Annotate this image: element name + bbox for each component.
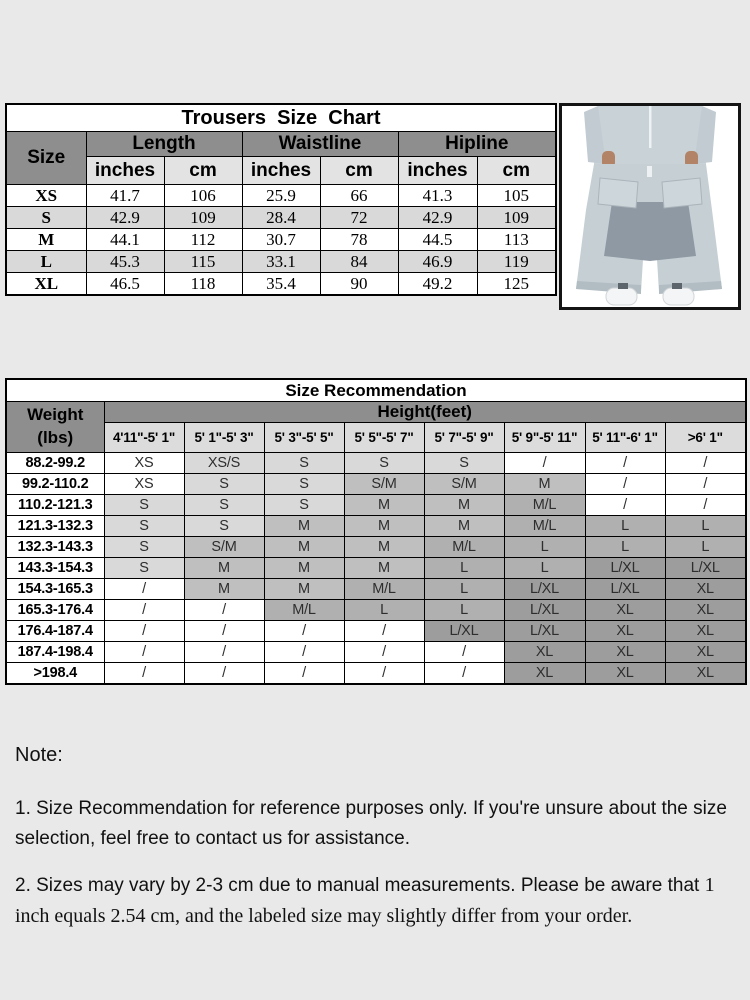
size-recommendation-cell: M/L (504, 516, 585, 537)
size-recommendation-cell: / (585, 495, 665, 516)
reco-row (6, 642, 746, 663)
height-range-header: 5' 5"-5' 7" (344, 423, 424, 453)
size-recommendation-cell: / (344, 621, 424, 642)
size-recommendation-cell: / (424, 663, 504, 685)
measurement-value: 84 (320, 251, 398, 273)
size-chart-group-header-row (6, 132, 556, 157)
size-recommendation-cell: / (585, 453, 665, 474)
measurement-value: 115 (164, 251, 242, 273)
reco-row (6, 579, 746, 600)
size-recommendation-cell: S (184, 474, 264, 495)
size-recommendation-cell: / (424, 642, 504, 663)
trousers-photo-illustration (562, 106, 738, 307)
size-recommendation-cell: L/XL (585, 558, 665, 579)
size-chart-title: Trousers Size Chart (6, 104, 556, 132)
measurement-value: 109 (164, 207, 242, 229)
height-range-header: >6' 1" (665, 423, 746, 453)
size-recommendation-cell: S (104, 516, 184, 537)
unit-header: cm (164, 157, 242, 185)
length-column-header: Length (86, 132, 242, 157)
size-recommendation-cell: S (424, 453, 504, 474)
size-recommendation-cell: / (585, 474, 665, 495)
size-recommendation-cell: L/XL (504, 621, 585, 642)
reco-row (6, 621, 746, 642)
size-label: S (6, 207, 86, 229)
size-label: XL (6, 273, 86, 296)
note-1: 1. Size Recommendation for reference purposes only. If you're unsure about the size selection, feel free to contact us for assistance. (15, 798, 727, 849)
measurement-value: 35.4 (242, 273, 320, 296)
measurement-value: 113 (477, 229, 556, 251)
height-range-row (6, 423, 746, 453)
size-recommendation-cell: XS (104, 474, 184, 495)
measurement-value: 41.7 (86, 185, 164, 207)
weight-range: 110.2-121.3 (6, 495, 104, 516)
size-recommendation-cell: L/XL (424, 621, 504, 642)
size-recommendation-cell: S/M (344, 474, 424, 495)
size-recommendation-cell: M/L (504, 495, 585, 516)
size-recommendation-cell: L (424, 558, 504, 579)
measurement-value: 105 (477, 185, 556, 207)
size-recommendation-cell: M/L (344, 579, 424, 600)
size-recommendation-cell: M (344, 516, 424, 537)
size-recommendation-cell: / (184, 663, 264, 685)
measurement-value: 28.4 (242, 207, 320, 229)
size-recommendation-cell: M (264, 537, 344, 558)
measurement-value: 33.1 (242, 251, 320, 273)
size-recommendation-cell: / (104, 600, 184, 621)
size-label: M (6, 229, 86, 251)
size-recommendation-cell: XL (585, 600, 665, 621)
size-chart-row (6, 251, 556, 273)
size-recommendation-cell: S (264, 474, 344, 495)
size-recommendation-cell: XL (665, 642, 746, 663)
size-recommendation-cell: M (184, 558, 264, 579)
size-recommendation-cell: L (504, 558, 585, 579)
height-range-header: 5' 1"-5' 3" (184, 423, 264, 453)
measurement-value: 42.9 (398, 207, 477, 229)
unit-header: inches (86, 157, 164, 185)
unit-header: cm (477, 157, 556, 185)
waistline-column-header: Waistline (242, 132, 398, 157)
reco-row (6, 663, 746, 685)
size-recommendation-cell: XL (665, 663, 746, 685)
size-recommendation-cell: L (665, 537, 746, 558)
measurement-value: 112 (164, 229, 242, 251)
size-recommendation-cell: S (344, 453, 424, 474)
weight-range: 132.3-143.3 (6, 537, 104, 558)
size-recommendation-cell: M (504, 474, 585, 495)
reco-row (6, 537, 746, 558)
size-recommendation-cell: XL (585, 663, 665, 685)
measurement-value: 106 (164, 185, 242, 207)
size-recommendation-cell: S/M (424, 474, 504, 495)
height-range-header: 4'11"-5' 1" (104, 423, 184, 453)
reco-row (6, 495, 746, 516)
weight-range: 165.3-176.4 (6, 600, 104, 621)
size-recommendation-cell: XL (665, 579, 746, 600)
reco-row (6, 453, 746, 474)
size-chart-units-row (6, 157, 556, 185)
size-recommendation-cell: / (665, 453, 746, 474)
size-recommendation-cell: L (665, 516, 746, 537)
measurement-value: 45.3 (86, 251, 164, 273)
size-recommendation-cell: L/XL (665, 558, 746, 579)
measurement-value: 46.5 (86, 273, 164, 296)
size-recommendation-cell: / (665, 495, 746, 516)
weight-range: >198.4 (6, 663, 104, 685)
note-2-serif: 1 inch equals 2.54 cm, and the labeled size may slightly differ from your order. (15, 874, 715, 927)
notes-section (15, 744, 737, 948)
unit-header: inches (242, 157, 320, 185)
size-recommendation-cell: / (344, 663, 424, 685)
size-recommendation-cell: / (264, 663, 344, 685)
size-recommendation-cell: / (344, 642, 424, 663)
size-recommendation-cell: / (184, 621, 264, 642)
measurement-value: 66 (320, 185, 398, 207)
measurement-value: 30.7 (242, 229, 320, 251)
unit-header: cm (320, 157, 398, 185)
size-recommendation-cell: XS/S (184, 453, 264, 474)
reco-row (6, 558, 746, 579)
size-recommendation-cell: / (184, 600, 264, 621)
weight-header-line2: (lbs) (37, 428, 74, 447)
size-recommendation-cell: / (264, 621, 344, 642)
weight-header-line1: Weight (27, 405, 84, 425)
height-range-header: 5' 9"-5' 11" (504, 423, 585, 453)
size-recommendation-cell: L (424, 579, 504, 600)
size-recommendation-title: Size Recommendation (6, 379, 746, 402)
size-column-header: Size (6, 132, 86, 185)
size-recommendation-cell: / (665, 474, 746, 495)
size-recommendation-cell: L (504, 537, 585, 558)
measurement-value: 118 (164, 273, 242, 296)
measurement-value: 44.1 (86, 229, 164, 251)
size-recommendation-table (5, 378, 747, 685)
size-chart-section (5, 103, 741, 310)
measurement-value: 72 (320, 207, 398, 229)
size-recommendation-cell: S/M (184, 537, 264, 558)
size-recommendation-cell: / (104, 663, 184, 685)
measurement-value: 49.2 (398, 273, 477, 296)
size-recommendation-cell: S (104, 537, 184, 558)
size-label: XS (6, 185, 86, 207)
size-recommendation-cell: M (264, 579, 344, 600)
size-recommendation-cell: L (585, 537, 665, 558)
size-recommendation-cell: L/XL (585, 579, 665, 600)
size-chart-row (6, 273, 556, 296)
size-recommendation-cell: S (104, 558, 184, 579)
weight-range: 99.2-110.2 (6, 474, 104, 495)
weight-range: 143.3-154.3 (6, 558, 104, 579)
reco-title-row (6, 379, 746, 402)
size-chart-row (6, 229, 556, 251)
note-heading: Note: (15, 744, 63, 766)
measurement-value: 109 (477, 207, 556, 229)
size-recommendation-cell: XL (504, 642, 585, 663)
note-2 (15, 870, 737, 932)
size-recommendation-cell: L/XL (504, 579, 585, 600)
size-chart-body (6, 185, 556, 296)
trousers-size-chart-table (5, 103, 557, 296)
weight-range: 154.3-165.3 (6, 579, 104, 600)
height-range-header: 5' 3"-5' 5" (264, 423, 344, 453)
size-chart-row (6, 185, 556, 207)
size-recommendation-cell: L/XL (504, 600, 585, 621)
reco-row (6, 516, 746, 537)
size-recommendation-cell: M (424, 495, 504, 516)
size-recommendation-cell: M (424, 516, 504, 537)
size-recommendation-cell: M (264, 558, 344, 579)
weight-range: 121.3-132.3 (6, 516, 104, 537)
height-header: Height(feet) (104, 402, 746, 423)
size-recommendation-cell: M (344, 495, 424, 516)
size-recommendation-cell: S (184, 495, 264, 516)
measurement-value: 42.9 (86, 207, 164, 229)
size-label: L (6, 251, 86, 273)
weight-header (6, 402, 104, 453)
size-recommendation-cell: S (184, 516, 264, 537)
size-recommendation-cell: L (424, 600, 504, 621)
weight-range: 187.4-198.4 (6, 642, 104, 663)
measurement-value: 44.5 (398, 229, 477, 251)
size-recommendation-cell: M (344, 558, 424, 579)
measurement-value: 41.3 (398, 185, 477, 207)
size-recommendation-cell: XL (585, 642, 665, 663)
height-range-header: 5' 7"-5' 9" (424, 423, 504, 453)
size-recommendation-cell: L (585, 516, 665, 537)
size-chart-row (6, 207, 556, 229)
size-recommendation-cell: S (264, 495, 344, 516)
size-recommendation-cell: XS (104, 453, 184, 474)
measurement-value: 125 (477, 273, 556, 296)
unit-header: inches (398, 157, 477, 185)
reco-body (6, 453, 746, 685)
size-recommendation-cell: / (104, 642, 184, 663)
reco-row (6, 474, 746, 495)
measurement-value: 119 (477, 251, 556, 273)
size-recommendation-cell: XL (665, 600, 746, 621)
size-recommendation-cell: XL (585, 621, 665, 642)
size-recommendation-cell: M (184, 579, 264, 600)
measurement-value: 78 (320, 229, 398, 251)
hipline-column-header: Hipline (398, 132, 556, 157)
size-recommendation-cell: / (104, 579, 184, 600)
note-2-sans: 2. Sizes may vary by 2-3 cm due to manual measurements. Please be aware that (15, 875, 700, 896)
size-recommendation-cell: / (104, 621, 184, 642)
height-range-header: 5' 11"-6' 1" (585, 423, 665, 453)
size-recommendation-cell: S (264, 453, 344, 474)
size-recommendation-cell: M (344, 537, 424, 558)
weight-range: 88.2-99.2 (6, 453, 104, 474)
size-recommendation-cell: M (264, 516, 344, 537)
size-recommendation-cell: L (344, 600, 424, 621)
size-chart-title-row (6, 104, 556, 132)
measurement-value: 46.9 (398, 251, 477, 273)
size-recommendation-cell: / (264, 642, 344, 663)
measurement-value: 90 (320, 273, 398, 296)
size-recommendation-cell: M/L (424, 537, 504, 558)
reco-row (6, 600, 746, 621)
measurement-value: 25.9 (242, 185, 320, 207)
size-recommendation-cell: XL (665, 621, 746, 642)
product-photo (559, 103, 741, 310)
reco-header-row (6, 402, 746, 423)
size-recommendation-cell: XL (504, 663, 585, 685)
size-recommendation-cell: / (504, 453, 585, 474)
weight-range: 176.4-187.4 (6, 621, 104, 642)
size-recommendation-cell: S (104, 495, 184, 516)
size-recommendation-cell: / (184, 642, 264, 663)
size-recommendation-cell: M/L (264, 600, 344, 621)
